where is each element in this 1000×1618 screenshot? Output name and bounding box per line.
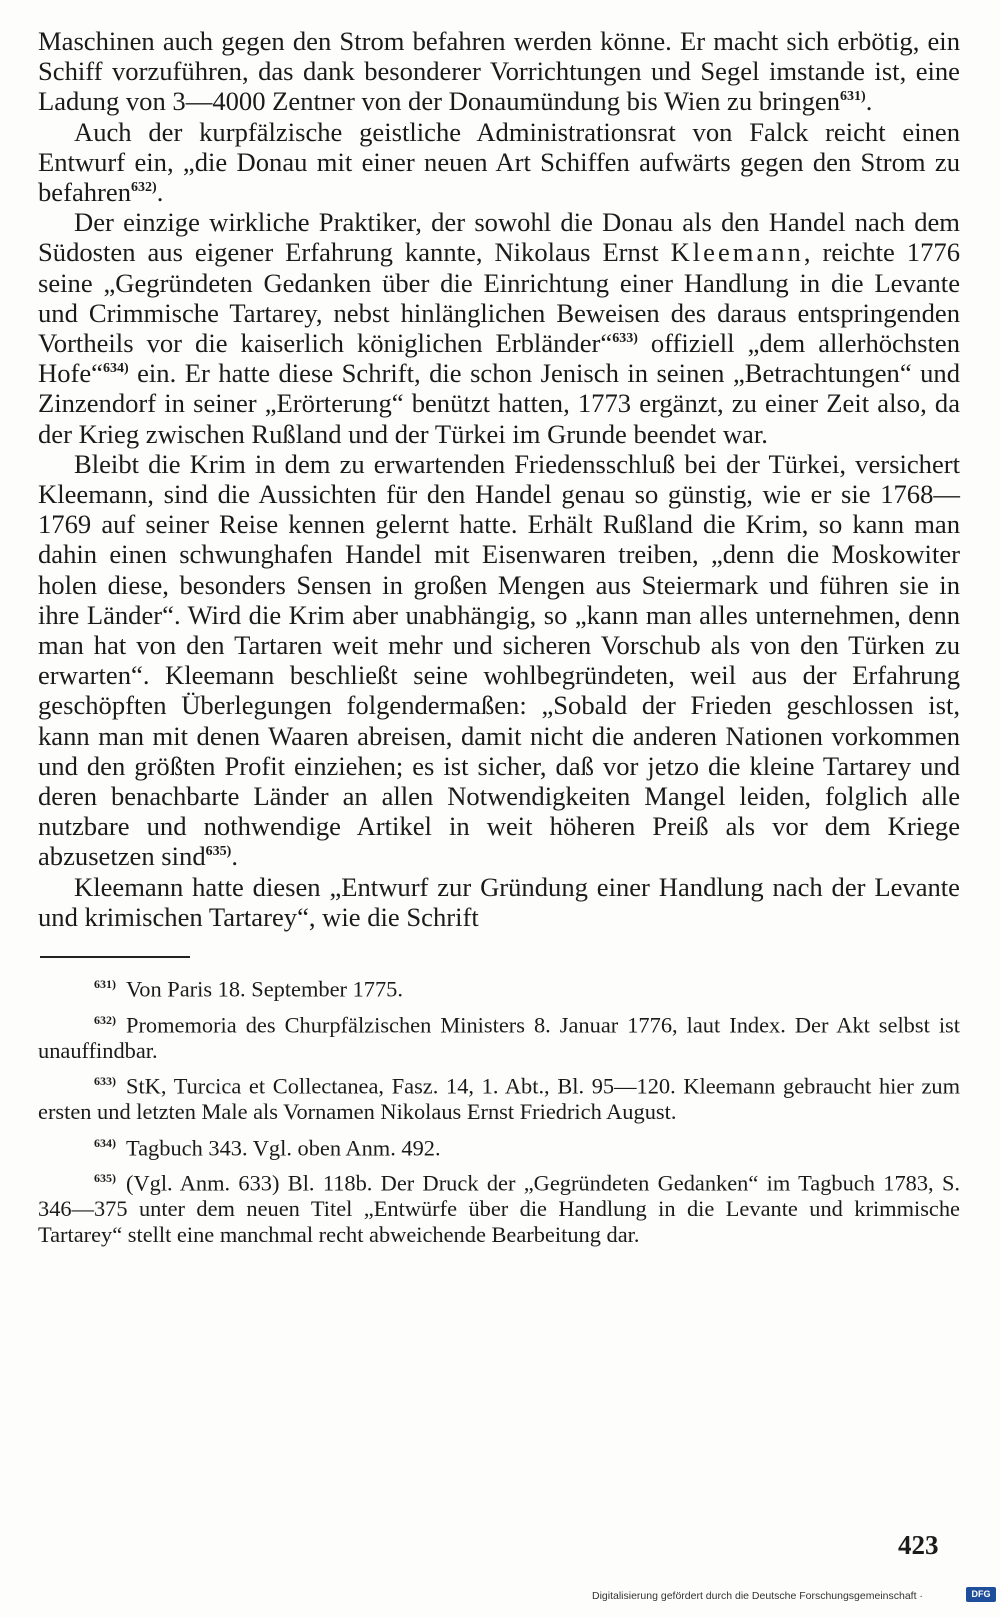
page (38, 26, 960, 1253)
spaced-name: Kleemann (670, 237, 804, 268)
footnote-text: Von Paris 18. September 1775. (126, 976, 403, 1002)
text-run: Maschinen auch gegen den Strom befahren werden könne. Er macht sich erbötig, ein Schiff vorzuführen, das dank besonderer Vorrichtungen und Segel imstande ist, eine Ladung von 3—4000 Zentner von der Donaumündung bis Wien zu bringen (38, 26, 960, 117)
text-run: Der einzige wirkliche Praktiker, der sowohl die Donau als den Handel nach dem Südosten aus eigener Erfahrung kannte, Nikolaus Ernst (38, 207, 960, 268)
text-run: Kleemann hatte diesen „Entwurf zur Gründung einer Handlung nach der Levante und krimischen Tartarey“, wie die Schrift (38, 871, 960, 932)
footnote-mark: 633) (94, 1074, 116, 1089)
text-run: Bleibt die Krim in dem zu erwartenden Friedensschluß bei der Türkei, versichert Kleemann, sind die Aussichten für den Handel genau so günstig, wie er sie 1768—1769 auf seiner Reise kennen gelernt hatte. Erhält Rußland die Krim, so kann man dahin einen schwunghafen Handel mit Eisenwaren treiben, „denn die Moskowiter holen diese, besonders Sensen in großen Mengen aus Steiermark und führen sie in ihre Länder“. Wird die Krim aber unabhängig, so „kann man alles unternehmen, denn man hat von den Tartaren weit mehr und sicheren Vorschub als von den Türken zu erwarten“. Kleemann beschließt seine wohlbegründeten, weil aus der Erfahrung geschöpften Überlegungen folgendermaßen: „Sobald der Frieden geschlossen ist, kann man mit denen Waaren abreisen, damit nicht die anderen Nationen vorkommen und den größten Profit einziehen; es ist sicher, daß vor jetzo die kleine Tartarey und deren benachbarte Länder an allen Notwendigkeiten Mangel leiden, folglich alle nutzbare und nothwendige Artikel in weit höheren Preiß als vor dem Kriege abzusetzen sind (38, 448, 960, 872)
paragraph (38, 449, 960, 872)
text-run: . (865, 86, 873, 117)
footnote (38, 1166, 960, 1247)
footnote-ref[interactable]: 631) (840, 89, 866, 105)
paragraph (38, 872, 960, 932)
page-number: 423 (898, 1530, 939, 1560)
footnote-ref[interactable]: 633) (612, 331, 638, 347)
footnote-text: (Vgl. Anm. 633) Bl. 118b. Der Druck der „Gegründeten Gedanken“ im Tagbuch 1783, S. 346—375 unter dem neuen Titel „Entwürfe über die Handlung in die Levante und krimmische Tartarey“ stellt eine manchmal recht abweichende Bearbeitung dar. (38, 1170, 960, 1247)
footnote-ref[interactable]: 634) (102, 361, 129, 377)
text-run: Auch der kurpfälzische geistliche Administrationsrat von Falck reicht einen Entwurf ein, „die Donau mit einer neuen Art Schiffen aufwärts gegen den Strom zu befahren (38, 116, 960, 208)
paragraph (38, 207, 960, 449)
footnote-ref[interactable]: 635) (205, 844, 232, 860)
paragraph (38, 26, 960, 117)
footnote-separator (40, 956, 190, 958)
footnote-mark: 634) (94, 1135, 116, 1150)
text-run: . (231, 841, 238, 872)
dfg-logo-icon: DFG (966, 1587, 996, 1602)
text-run: offiziell „dem allerhöchsten Hofe“ (38, 328, 960, 389)
footnote-text: Tagbuch 343. Vgl. oben Anm. 492. (126, 1135, 441, 1160)
text-run: . (156, 177, 164, 208)
body-text (38, 26, 960, 932)
footnote-text: Promemoria des Churpfälzischen Ministers 8. Januar 1776, laut Index. Der Akt selbst ist unauffindbar. (38, 1012, 960, 1063)
footnote-ref[interactable]: 632) (131, 180, 157, 196)
footnote-mark: 632) (94, 1012, 116, 1027)
footnote (38, 1008, 960, 1063)
footnote-mark: 631) (94, 977, 116, 992)
footnote (38, 1069, 960, 1124)
paragraph (38, 117, 960, 208)
digitization-credit: Digitalisierung gefördert durch die Deutsche Forschungsgemeinschaft · (592, 1590, 923, 1602)
footnote-mark: 635) (94, 1171, 116, 1186)
footnote-text: StK, Turcica et Collectanea, Fasz. 14, 1. Abt., Bl. 95—120. Kleemann gebraucht hier zum ersten und letzten Male als Vornamen Nikolaus Ernst Friedrich August. (38, 1073, 960, 1125)
text-run: , reichte 1776 seine „Gegründeten Gedanken über die Einrichtung einer Handlung in die Levante und Crimmische Tartarey, nebst hinlänglichen Beweisen des daraus entspringenden Vortheils vor die kaiserlich königlichen Erbländer“ (38, 237, 960, 359)
footnotes (38, 972, 960, 1247)
footnote (38, 1131, 960, 1161)
footnote (38, 972, 960, 1002)
text-run: ein. Er hatte diese Schrift, die schon Jenisch in seinen „Betrachtungen“ und Zinzendorf in seiner „Erörterung“ benützt hatten, 1773 ergänzt, zu einer Zeit also, da der Krieg zwischen Rußland und der Türkei im Grunde beendet war. (38, 358, 960, 449)
